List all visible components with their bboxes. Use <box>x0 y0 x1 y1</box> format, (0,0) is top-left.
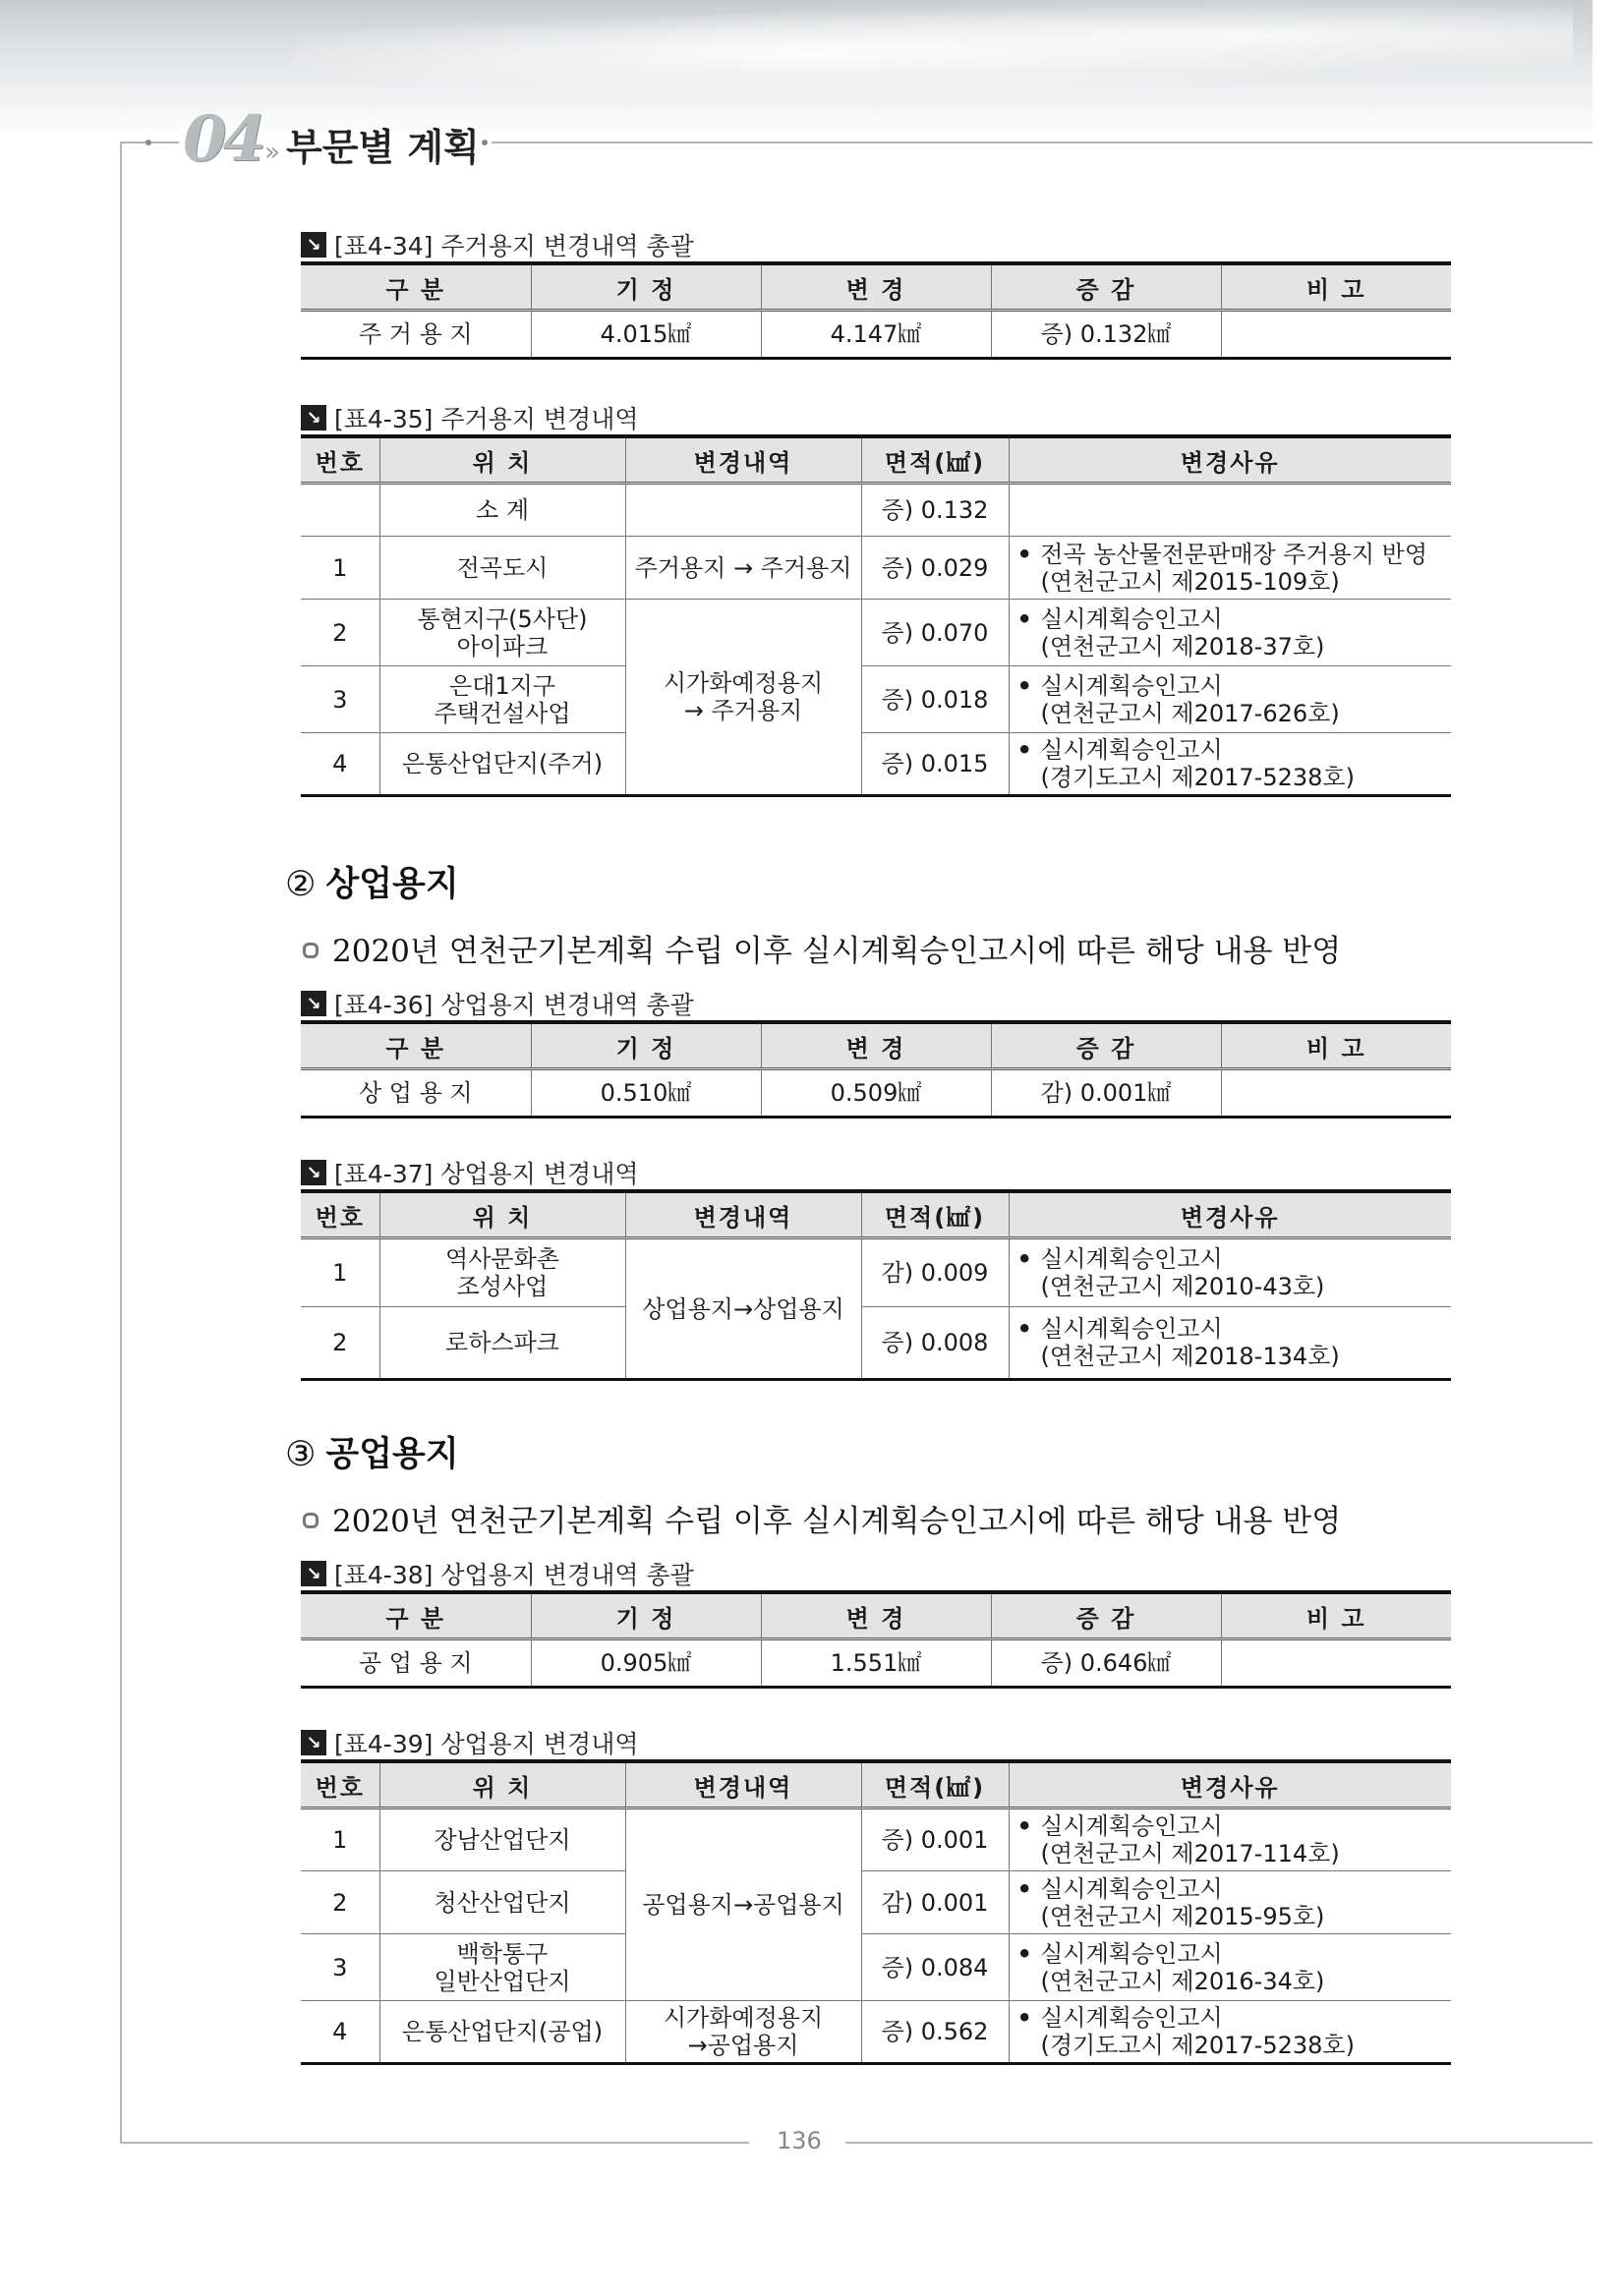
arrow-box-icon: ↘ <box>301 232 326 258</box>
table-cell: 로하스파크 <box>379 1307 625 1380</box>
table-cell: 감) 0.001㎢ <box>991 1069 1221 1118</box>
header-cell: 번호 <box>301 1191 379 1238</box>
table-cell: 상업용지→상업용지 <box>625 1238 861 1380</box>
page-frame-bottom-right <box>845 2142 1593 2144</box>
table-cell <box>1009 1307 1451 1380</box>
table-4-39-block <box>301 1726 1451 2065</box>
arrow-box-icon: ↘ <box>301 1160 326 1185</box>
table-cell: 소 계 <box>379 484 625 537</box>
double-chevron-icon: » <box>264 138 280 167</box>
location-line: 은대1지구 <box>448 671 555 700</box>
table-4-36-block <box>301 987 1451 1119</box>
table-cell: 감) 0.009 <box>861 1238 1009 1307</box>
header-cell: 기 정 <box>531 263 761 311</box>
header-cell: 변경내역 <box>625 436 861 484</box>
table-row <box>301 1069 1451 1118</box>
table-cell: 감) 0.001 <box>861 1871 1009 1934</box>
reason-text: • 실시계획승인고시 <box>1017 605 1223 633</box>
header-cell: 변경사유 <box>1009 436 1451 484</box>
bullet-icon <box>303 1513 319 1528</box>
bullet-paragraph <box>303 926 1341 970</box>
caption-text: [표4-35] 주거용지 변경내역 <box>334 405 639 433</box>
section-heading <box>285 857 459 906</box>
table-4-36 <box>301 1020 1451 1119</box>
table-4-39 <box>301 1759 1451 2065</box>
table-cell: 4 <box>301 2001 379 2064</box>
header-cell: 비 고 <box>1221 1022 1451 1069</box>
header-cell: 변경사유 <box>1009 1191 1451 1238</box>
table-row <box>301 733 1451 796</box>
table-cell <box>1009 1871 1451 1934</box>
table-4-35-block <box>301 401 1451 797</box>
header-cell: 증 감 <box>991 1022 1221 1069</box>
header-cell: 기 정 <box>531 1592 761 1639</box>
table-cell <box>379 1238 625 1307</box>
table-cell: 증) 0.015 <box>861 733 1009 796</box>
table-row <box>301 2001 1451 2064</box>
table-cell <box>1009 484 1451 537</box>
table-cell: 1 <box>301 1808 379 1871</box>
table-cell: 1.551㎢ <box>761 1639 991 1688</box>
page-frame-left <box>120 142 122 2142</box>
table-cell: 2 <box>301 1307 379 1380</box>
page-frame-top-right <box>492 142 1593 144</box>
table-caption <box>301 228 1451 261</box>
reason-ref: (경기도고시 제2017-5238호) <box>1040 764 1355 791</box>
section-title-text: 상업용지 <box>325 865 459 904</box>
table-cell <box>301 484 379 537</box>
frame-dot-icon <box>145 140 151 145</box>
table-caption <box>301 987 1451 1020</box>
table-cell <box>625 484 861 537</box>
table-cell: 증) 0.646㎢ <box>991 1639 1221 1688</box>
arrow-box-icon: ↘ <box>301 1561 326 1586</box>
table-cell: 공 업 용 지 <box>301 1639 531 1688</box>
table-cell: 증) 0.018 <box>861 666 1009 733</box>
table-row-subtotal <box>301 484 1451 537</box>
location-line: 주택건설사업 <box>434 699 571 727</box>
table-cell: 2 <box>301 600 379 666</box>
section-heading <box>285 1427 459 1476</box>
table-4-38-block <box>301 1557 1451 1689</box>
reason-text: • 실시계획승인고시 <box>1017 1315 1223 1343</box>
caption-text: [표4-34] 주거용지 변경내역 총괄 <box>334 232 694 260</box>
header-cell: 구 분 <box>301 263 531 311</box>
table-4-34 <box>301 261 1451 360</box>
table-cell: 4.015㎢ <box>531 311 761 359</box>
header-cell: 비 고 <box>1221 263 1451 311</box>
change-line: 시가화예정용지 <box>663 669 824 697</box>
table-cell: 4.147㎢ <box>761 311 991 359</box>
table-cell <box>625 600 861 796</box>
table-4-38 <box>301 1590 1451 1689</box>
section-title-text: 공업용지 <box>325 1435 459 1474</box>
reason-ref: (연천군고시 제2017-626호) <box>1040 699 1340 727</box>
frame-dot-icon <box>482 140 488 145</box>
reason-text: • 실시계획승인고시 <box>1017 2004 1223 2032</box>
table-cell: 3 <box>301 1934 379 2001</box>
table-cell: 3 <box>301 666 379 733</box>
table-row <box>301 537 1451 600</box>
table-cell <box>1009 1934 1451 2001</box>
reason-text: • 실시계획승인고시 <box>1017 1812 1223 1840</box>
header-cell: 기 정 <box>531 1022 761 1069</box>
reason-ref: (연천군고시 제2018-134호) <box>1040 1343 1340 1370</box>
table-cell: 공업용지→공업용지 <box>625 1808 861 2001</box>
header-cell: 번호 <box>301 436 379 484</box>
table-4-34-block <box>301 228 1451 360</box>
table-cell <box>1221 311 1451 359</box>
table-cell: 은통산업단지(공업) <box>379 2001 625 2064</box>
table-4-37 <box>301 1189 1451 1381</box>
table-cell: 은통산업단지(주거) <box>379 733 625 796</box>
table-cell: 0.509㎢ <box>761 1069 991 1118</box>
reason-ref: (경기도고시 제2017-5238호) <box>1040 2032 1355 2059</box>
reason-text: • 실시계획승인고시 <box>1017 736 1223 764</box>
location-line: 일반산업단지 <box>434 1967 571 1995</box>
table-cell <box>1221 1069 1451 1118</box>
caption-text: [표4-39] 상업용지 변경내역 <box>334 1730 639 1758</box>
reason-text: • 실시계획승인고시 <box>1017 672 1223 700</box>
header-cell: 변 경 <box>761 263 991 311</box>
reason-text: • 실시계획승인고시 <box>1017 1940 1223 1968</box>
header-cell: 증 감 <box>991 263 1221 311</box>
change-line: → 주거용지 <box>683 697 803 724</box>
table-cell <box>1009 666 1451 733</box>
reason-text: • 전곡 농산물전문판매장 주거용지 반영 <box>1017 541 1428 568</box>
location-line: 조성사업 <box>456 1273 549 1300</box>
location-line: 통현지구(5사단) <box>417 604 588 633</box>
chapter-header <box>183 102 480 176</box>
header-cell: 변경내역 <box>625 1761 861 1808</box>
location-line: 역사문화촌 <box>445 1245 559 1273</box>
chapter-title: 부문별 계획 <box>285 125 480 169</box>
reason-ref: (연천군고시 제2015-95호) <box>1040 1902 1325 1930</box>
section-number: ② <box>285 865 317 904</box>
table-cell <box>1009 537 1451 600</box>
table-cell: 4 <box>301 733 379 796</box>
table-caption <box>301 1156 1451 1189</box>
section-number: ③ <box>285 1435 317 1474</box>
header-cell: 면적(㎢) <box>861 1191 1009 1238</box>
table-4-35 <box>301 434 1451 797</box>
table-caption <box>301 1726 1451 1759</box>
table-cell: 증) 0.001 <box>861 1808 1009 1871</box>
caption-text: [표4-36] 상업용지 변경내역 총괄 <box>334 991 694 1019</box>
header-cell: 변 경 <box>761 1022 991 1069</box>
table-caption <box>301 1557 1451 1590</box>
header-cell: 위 치 <box>379 1191 625 1238</box>
caption-text: [표4-38] 상업용지 변경내역 총괄 <box>334 1561 694 1589</box>
table-cell: 0.905㎢ <box>531 1639 761 1688</box>
table-cell <box>379 666 625 733</box>
reason-ref: (연천군고시 제2010-43호) <box>1040 1273 1325 1300</box>
reason-ref: (연천군고시 제2016-34호) <box>1040 1967 1325 1995</box>
location-line: 백학통구 <box>456 1939 549 1968</box>
header-cell: 비 고 <box>1221 1592 1451 1639</box>
location-line: 아이파크 <box>456 632 549 660</box>
bullet-text: 2020년 연천군기본계획 수립 이후 실시계획승인고시에 따른 해당 내용 반영 <box>332 934 1342 969</box>
table-cell: 증) 0.562 <box>861 2001 1009 2064</box>
table-row <box>301 1934 1451 2001</box>
arrow-box-icon: ↘ <box>301 991 326 1016</box>
table-row <box>301 1871 1451 1934</box>
header-cell: 면적(㎢) <box>861 436 1009 484</box>
change-line: 시가화예정용지 <box>663 2004 824 2032</box>
arrow-box-icon: ↘ <box>301 405 326 430</box>
table-cell: 증) 0.132 <box>861 484 1009 537</box>
header-cell: 위 치 <box>379 436 625 484</box>
table-cell <box>1221 1639 1451 1688</box>
reason-ref: (연천군고시 제2018-37호) <box>1040 632 1325 660</box>
table-cell <box>1009 1238 1451 1307</box>
bullet-paragraph <box>303 1496 1341 1540</box>
reason-text: • 실시계획승인고시 <box>1017 1875 1223 1903</box>
table-cell: 증) 0.132㎢ <box>991 311 1221 359</box>
table-row <box>301 666 1451 733</box>
table-cell <box>1009 1808 1451 1871</box>
table-cell: 청산산업단지 <box>379 1871 625 1934</box>
table-cell <box>379 600 625 666</box>
table-row <box>301 600 1451 666</box>
change-line: →공업용지 <box>687 2032 799 2059</box>
table-row <box>301 311 1451 359</box>
table-cell: 주거용지 → 주거용지 <box>625 537 861 600</box>
table-row <box>301 1808 1451 1871</box>
page-frame-bottom-left <box>120 2142 749 2144</box>
reason-ref: (연천군고시 제2017-114호) <box>1040 1840 1340 1867</box>
table-cell: 장남산업단지 <box>379 1808 625 1871</box>
table-cell: 증) 0.070 <box>861 600 1009 666</box>
header-cell: 구 분 <box>301 1022 531 1069</box>
page-number: 136 <box>777 2127 822 2154</box>
table-cell <box>1009 2001 1451 2064</box>
header-cell: 변 경 <box>761 1592 991 1639</box>
header-cell: 변경사유 <box>1009 1761 1451 1808</box>
table-row <box>301 1307 1451 1380</box>
table-cell: 증) 0.084 <box>861 1934 1009 2001</box>
bullet-icon <box>303 943 319 958</box>
table-row <box>301 1639 1451 1688</box>
table-cell: 1 <box>301 537 379 600</box>
table-row <box>301 1238 1451 1307</box>
table-cell: 상 업 용 지 <box>301 1069 531 1118</box>
caption-text: [표4-37] 상업용지 변경내역 <box>334 1160 639 1188</box>
table-cell <box>625 2001 861 2064</box>
table-caption <box>301 401 1451 434</box>
header-cell: 변경내역 <box>625 1191 861 1238</box>
header-cell: 위 치 <box>379 1761 625 1808</box>
header-cell: 번호 <box>301 1761 379 1808</box>
header-cell: 증 감 <box>991 1592 1221 1639</box>
table-cell: 1 <box>301 1238 379 1307</box>
bullet-text: 2020년 연천군기본계획 수립 이후 실시계획승인고시에 따른 해당 내용 반영 <box>332 1504 1342 1539</box>
header-cell: 면적(㎢) <box>861 1761 1009 1808</box>
table-cell <box>1009 600 1451 666</box>
reason-text: • 실시계획승인고시 <box>1017 1245 1223 1273</box>
table-cell <box>1009 733 1451 796</box>
table-cell: 증) 0.029 <box>861 537 1009 600</box>
table-4-37-block <box>301 1156 1451 1381</box>
chapter-number: 04 <box>183 102 263 176</box>
table-cell: 0.510㎢ <box>531 1069 761 1118</box>
table-cell: 주 거 용 지 <box>301 311 531 359</box>
table-cell: 전곡도시 <box>379 537 625 600</box>
header-cell: 구 분 <box>301 1592 531 1639</box>
reason-ref: (연천군고시 제2015-109호) <box>1040 567 1340 596</box>
table-cell <box>379 1934 625 2001</box>
arrow-box-icon: ↘ <box>301 1730 326 1755</box>
table-cell: 2 <box>301 1871 379 1934</box>
table-cell: 증) 0.008 <box>861 1307 1009 1380</box>
